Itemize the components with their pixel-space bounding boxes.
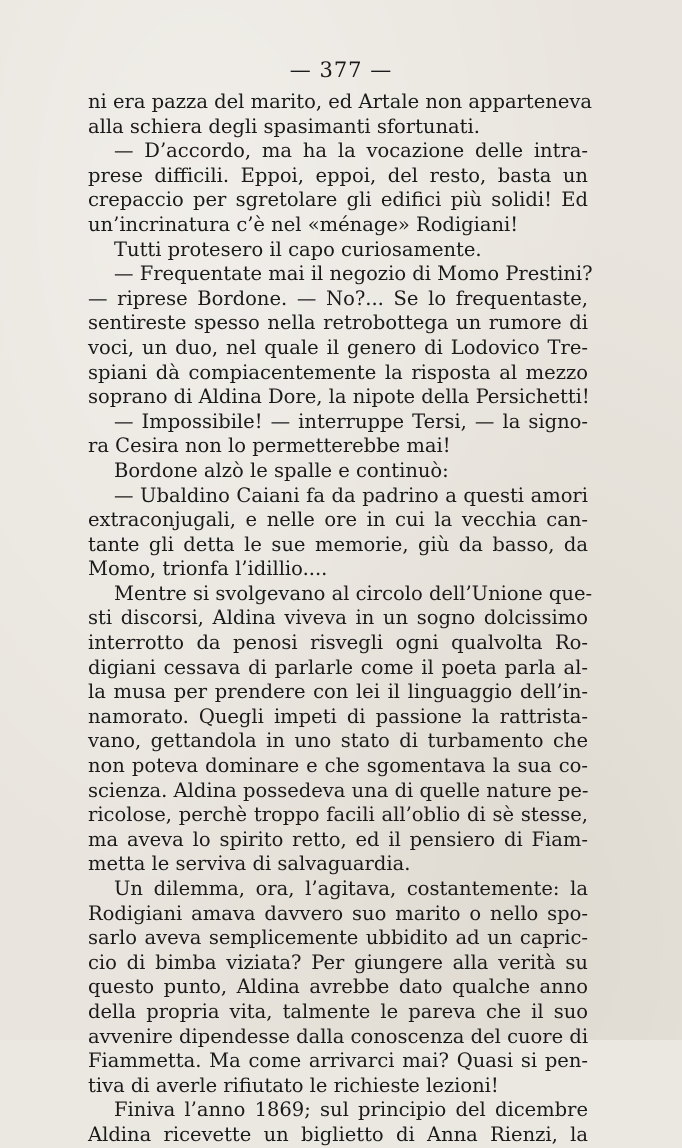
- text-line: — Impossibile! — interruppe Tersi, — la signo-: [114, 409, 588, 433]
- text-line: ma aveva lo spirito retto, ed il pensiero di Fiam-: [88, 827, 588, 851]
- text-line: digiani cessava di parlarle come il poeta parla al-: [88, 655, 588, 679]
- text-line: Aldina ricevette un biglietto di Anna Rienzi, la: [88, 1122, 588, 1146]
- text-line: avvenire dipendesse dalla conoscenza del cuore di: [88, 1024, 589, 1048]
- text-line: Rodigiani amava davvero suo marito o nello spo-: [88, 901, 588, 925]
- text-line: interrotto da penosi risvegli ogni qualvolta Ro-: [88, 631, 588, 655]
- text-line: Un dilemma, ora, l’agitava, costantemente: la: [114, 877, 588, 900]
- text-line: Fiammetta. Ma come arrivarci mai? Quasi si pen-: [88, 1049, 588, 1073]
- text-line: — Ubaldino Caiani fa da padrino a questi amori: [114, 483, 588, 507]
- text-line: Mentre si svolgevano al circolo dell’Unione que-: [114, 581, 593, 605]
- text-line: ricolose, perchè troppo facili all’oblio di sè stesse,: [88, 803, 588, 827]
- text-line: Finiva l’anno 1869; sul principio del dicembre: [114, 1098, 588, 1122]
- text-line: non poteva dominare e che sgomentava la sua co-: [88, 754, 588, 778]
- text-line: ra Cesira non lo permetterebbe mai!: [88, 434, 451, 458]
- text-line: prese difficili. Eppoi, eppoi, del resto, basta un: [88, 163, 588, 187]
- text-line: la musa per prendere con lei il linguaggio dell’in-: [88, 680, 588, 704]
- text-line: metta le serviva di salvaguardia.: [88, 852, 411, 876]
- text-line: questo punto, Aldina avrebbe dato qualche anno: [88, 975, 588, 999]
- text-line: alla schiera degli spasimanti sfortunati.: [88, 114, 480, 138]
- text-line: della propria vita, talmente le pareva che il suo: [88, 999, 588, 1023]
- text-line: voci, un duo, nel quale il genero di Lodovico Tre-: [88, 335, 588, 359]
- text-line: spiani dà compiacentemente la risposta al mezzo: [88, 360, 588, 384]
- text-line: — Frequentate mai il negozio di Momo Prestini?: [114, 262, 593, 286]
- text-line: soprano di Aldina Dore, la nipote della Persichetti!: [88, 385, 590, 409]
- page-number: — 377 —: [289, 58, 393, 82]
- text-line: cio di bimba viziata? Per giungere alla verità su: [88, 950, 588, 974]
- text-line: extraconjugali, e nelle ore in cui la vecchia can-: [88, 508, 588, 532]
- text-line: Momo, trionfa l’idillio....: [88, 557, 328, 581]
- text-line: Bordone alzò le spalle e continuò:: [114, 458, 449, 482]
- body-text: [88, 90, 593, 1148]
- text-line: crepaccio per sgretolare gli edifici più solidi! Ed: [88, 188, 588, 212]
- text-line: tiva di averle rifiutato le richieste lezioni!: [88, 1073, 499, 1097]
- text-line: — riprese Bordone. — No?... Se lo frequentaste,: [88, 286, 588, 310]
- text-line: sentireste spesso nella retrobottega un rumore di: [88, 311, 588, 335]
- text-line: namorato. Quegli impeti di passione la rattrista-: [88, 704, 588, 728]
- text-line: vano, gettandola in uno stato di turbamento che: [88, 729, 588, 753]
- text-line: sti discorsi, Aldina viveva in un sogno dolcissimo: [88, 606, 588, 630]
- text-line: sarlo aveva semplicemente ubbidito ad un capric-: [88, 926, 588, 950]
- text-line: un’incrinatura c’è nel «ménage» Rodigiani!: [88, 212, 519, 236]
- text-line: ni era pazza del marito, ed Artale non apparteneva: [88, 90, 593, 113]
- text-line: — D’accordo, ma ha la vocazione delle intra-: [114, 139, 588, 163]
- text-line: scienza. Aldina possedeva una di quelle nature pe-: [88, 778, 589, 802]
- text-line: Tutti protesero il capo curiosamente.: [114, 237, 482, 261]
- text-line: tante gli detta le sue memorie, giù da basso, da: [88, 532, 588, 556]
